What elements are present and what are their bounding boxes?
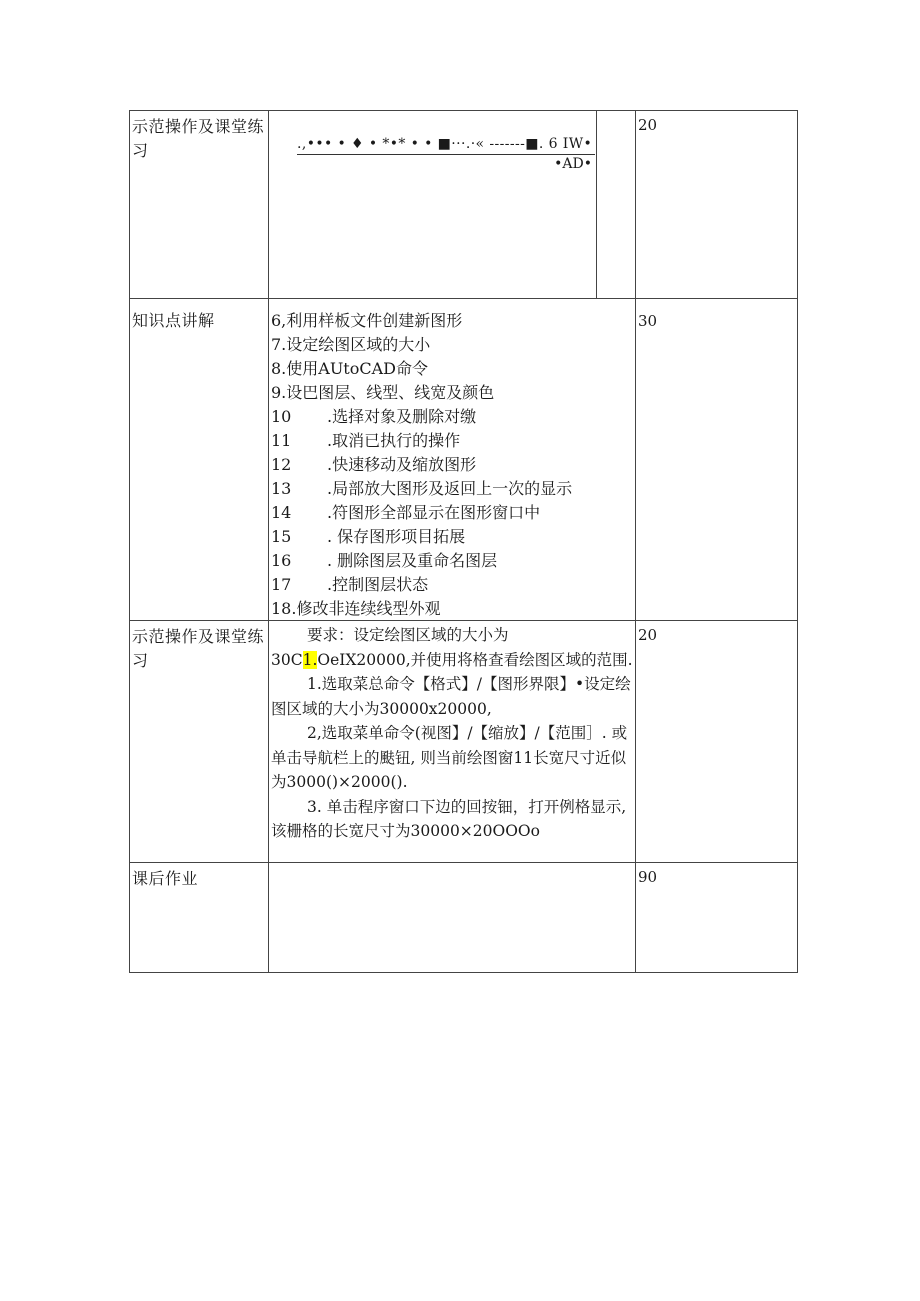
requirement-text: 30C [271, 650, 303, 669]
hours-cell [636, 111, 797, 298]
hours-value: 90 [638, 868, 658, 886]
hours-value: 20 [638, 116, 658, 134]
activity-label-cell [130, 111, 269, 298]
step-2: 2,选取菜单命令(视图】/【缩放】/【范围］. 或单击导航栏上的颫钮, 则当前绘图窗11长宽尺寸近似为3000()×2000(). [271, 724, 628, 791]
item-text: 9.设巴图层、线型、线宽及颜色 [271, 383, 495, 402]
list-item [271, 309, 572, 333]
item-text: .符图形全部显示在图形窗口中 [327, 503, 541, 522]
activity-label: 示范操作及课堂练习 [132, 627, 265, 670]
activity-label-cell [130, 299, 269, 620]
item-text: . 保存图形项目拓展 [327, 527, 466, 546]
hours-value: 30 [638, 312, 658, 330]
item-text: 8.使用AUtoCAD命令 [271, 359, 428, 378]
step-3: 3. 单击程序窗口下边的回按钿，打开例格显示, 该栅格的长宽尺寸为30000×20OOOo [271, 797, 627, 840]
knowledge-point-list [271, 309, 572, 621]
content-cell [269, 863, 636, 973]
activity-label-cell [130, 863, 269, 973]
item-text: 18.修改非连续线型外观 [271, 599, 441, 618]
row-demo-practice-1 [130, 111, 797, 299]
item-number: 13 [271, 479, 292, 498]
requirement-line: 要求：设定绘图区域的大小为 [307, 626, 509, 644]
activity-label: 示范操作及课堂练习 [132, 117, 265, 160]
row-homework [130, 863, 797, 973]
step-1: 1.选取菜总命令【格式】/【图形界限】•设定绘图区域的大小为30000x20000, [271, 675, 631, 718]
hours-cell [636, 621, 797, 862]
item-number: 11 [271, 431, 292, 450]
item-text: 6,利用样板文件创建新图形 [271, 311, 463, 330]
row-knowledge [130, 299, 797, 621]
activity-label: 课后作业 [132, 869, 199, 888]
content-cell [269, 299, 636, 620]
item-number: 16 [271, 551, 292, 570]
item-text: 7.设定绘图区域的大小 [271, 335, 431, 354]
figure-text-line-2: •AD• [554, 156, 592, 172]
item-number: 10 [271, 407, 292, 426]
lesson-plan-table [129, 110, 798, 973]
hours-cell [636, 299, 797, 620]
list-item [271, 597, 572, 621]
content-cell [269, 621, 636, 862]
hours-cell [636, 863, 797, 973]
list-item [271, 333, 572, 357]
content-cell [269, 111, 636, 298]
item-number: 17 [271, 575, 292, 594]
activity-label-cell [130, 621, 269, 862]
activity-label: 知识点讲解 [132, 311, 215, 330]
item-text: .取消已执行的操作 [327, 431, 461, 450]
list-item [271, 477, 572, 501]
embedded-figure-box [269, 111, 597, 298]
list-item [271, 429, 572, 453]
highlighted-text: 1. [302, 650, 318, 669]
item-number: 12 [271, 455, 292, 474]
hours-value: 20 [638, 626, 658, 644]
list-item [271, 357, 572, 381]
figure-text-line-1: .,••• • ♦ • *•* • • ■···.·« -------■. 6 IW• [297, 135, 595, 155]
list-item [271, 381, 572, 405]
requirement-text: OeIX20000,并使用将格查看绘图区域的范围. [317, 650, 633, 669]
list-item [271, 501, 572, 525]
list-item [271, 525, 572, 549]
item-text: . 删除图层及重命名图层 [327, 551, 498, 570]
item-text: .局部放大图形及返回上一次的显示 [327, 479, 573, 498]
list-item [271, 573, 572, 597]
list-item [271, 453, 572, 477]
item-text: .快速移动及缩放图形 [327, 455, 477, 474]
list-item [271, 405, 572, 429]
item-text: .控制图层状态 [327, 575, 429, 594]
item-text: .选择对象及删除对缴 [327, 407, 477, 426]
item-number: 15 [271, 527, 292, 546]
requirement-detail [271, 648, 633, 673]
row-demo-practice-2 [130, 621, 797, 863]
practice-instructions [271, 623, 633, 844]
list-item [271, 549, 572, 573]
item-number: 14 [271, 503, 292, 522]
